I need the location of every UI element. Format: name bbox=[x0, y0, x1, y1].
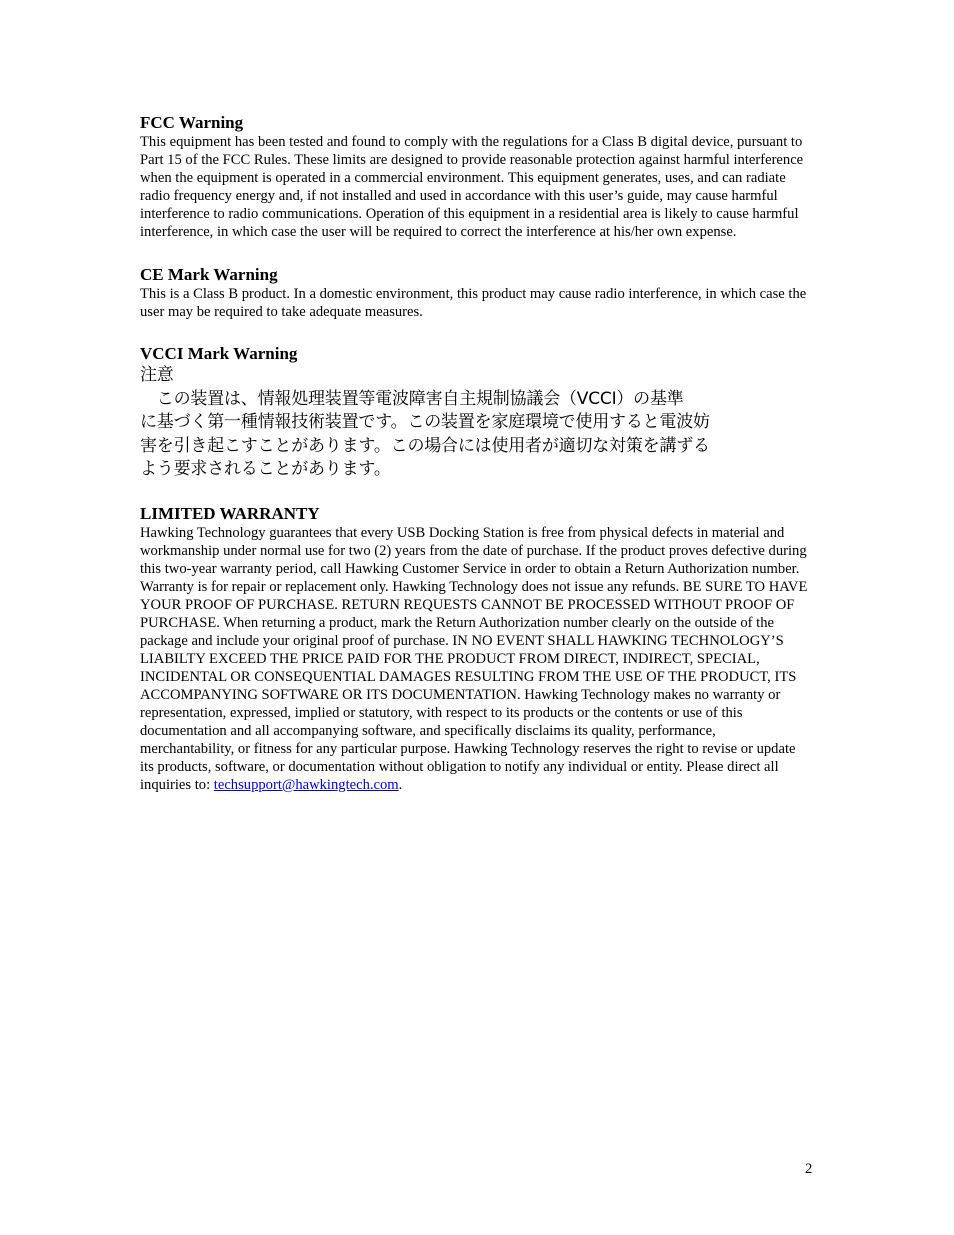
limited-warranty-body bbox=[140, 524, 812, 794]
vcci-japanese-notice bbox=[140, 364, 812, 482]
limited-warranty-text: Hawking Technology guarantees that every USB Docking Station is free from physical defects in material and workmanship under normal use for two (2) years from the date of purchase. If the product proves defective during this two-year warranty period, call Hawking Customer Service in order to obtain a Return Authorization number. Warranty is for repair or replacement only. Hawking Technology does not issue any refunds. BE SURE TO HAVE YOUR PROOF OF PURCHASE. RETURN REQUESTS CANNOT BE PROCESSED WITHOUT PROOF OF PURCHASE. When returning a product, mark the Return Authorization number clearly on the outside of the package and include your original proof of purchase. IN NO EVENT SHALL HAWKING TECHNOLOGY’S LIABILTY EXCEED THE PRICE PAID FOR THE PRODUCT FROM DIRECT, INDIRECT, SPECIAL, INCIDENTAL OR CONSEQUENTIAL DAMAGES RESULTING FROM THE USE OF THE PRODUCT, ITS ACCOMPANYING SOFTWARE OR ITS DOCUMENTATION. Hawking Technology makes no warranty or representation, expressed, implied or statutory, with respect to its products or the contents or use of this documentation and all accompanying software, and specifically disclaims its quality, performance, merchantability, or fitness for any particular purpose. Hawking Technology reserves the right to revise or update its products, software, or documentation without obligation to notify any individual or entity. Please direct all inquiries to: bbox=[140, 524, 808, 793]
vcci-notice-line: よう要求されることがあります。 bbox=[140, 459, 391, 479]
limited-warranty-heading: LIMITED WARRANTY bbox=[140, 503, 320, 523]
ce-mark-warning-heading: CE Mark Warning bbox=[140, 265, 278, 284]
page-number: 2 bbox=[805, 1161, 813, 1177]
section-spacer bbox=[140, 482, 812, 504]
email-suffix: . bbox=[398, 776, 403, 793]
limited-warranty-section bbox=[140, 504, 812, 794]
page-content bbox=[140, 113, 812, 794]
fcc-warning-section bbox=[140, 113, 812, 241]
section-spacer bbox=[140, 241, 812, 265]
vcci-notice-line: この装置は、情報処理装置等電波障害自主規制協議会（VCCI）の基準 bbox=[140, 388, 684, 409]
ce-mark-warning-section bbox=[140, 265, 812, 321]
vcci-notice-line: 害を引き起こすことがあります。この場合には使用者が適切な対策を講ずる bbox=[140, 435, 710, 456]
vcci-mark-warning-heading: VCCI Mark Warning bbox=[140, 344, 298, 363]
vcci-notice-line: に基づく第一種情報技術装置です。この装置を家庭環境で使用すると電波妨 bbox=[140, 412, 710, 432]
vcci-mark-warning-section bbox=[140, 344, 812, 482]
support-email-link[interactable]: techsupport@hawkingtech.com bbox=[213, 776, 399, 793]
fcc-warning-heading: FCC Warning bbox=[140, 113, 244, 132]
vcci-notice-line: 注意 bbox=[140, 365, 174, 385]
ce-mark-warning-body: This is a Class B product. In a domestic environment, this product may cause radio interference, in which case the user may be required to take adequate measures. bbox=[140, 286, 807, 320]
section-spacer bbox=[140, 321, 812, 344]
fcc-warning-body: This equipment has been tested and found to comply with the regulations for a Class B digital device, pursuant to Part 15 of the FCC Rules. These limits are designed to provide reasonable protection against harmful interference when the equipment is operated in a commercial environment. This equipment generates, uses, and can radiate radio frequency energy and, if not installed and used in accordance with this user’s guide, may cause harmful interference to radio communications. Operation of this equipment in a residential area is likely to cause harmful interference, in which case the user will be required to correct the interference at his/her own expense. bbox=[140, 134, 804, 240]
